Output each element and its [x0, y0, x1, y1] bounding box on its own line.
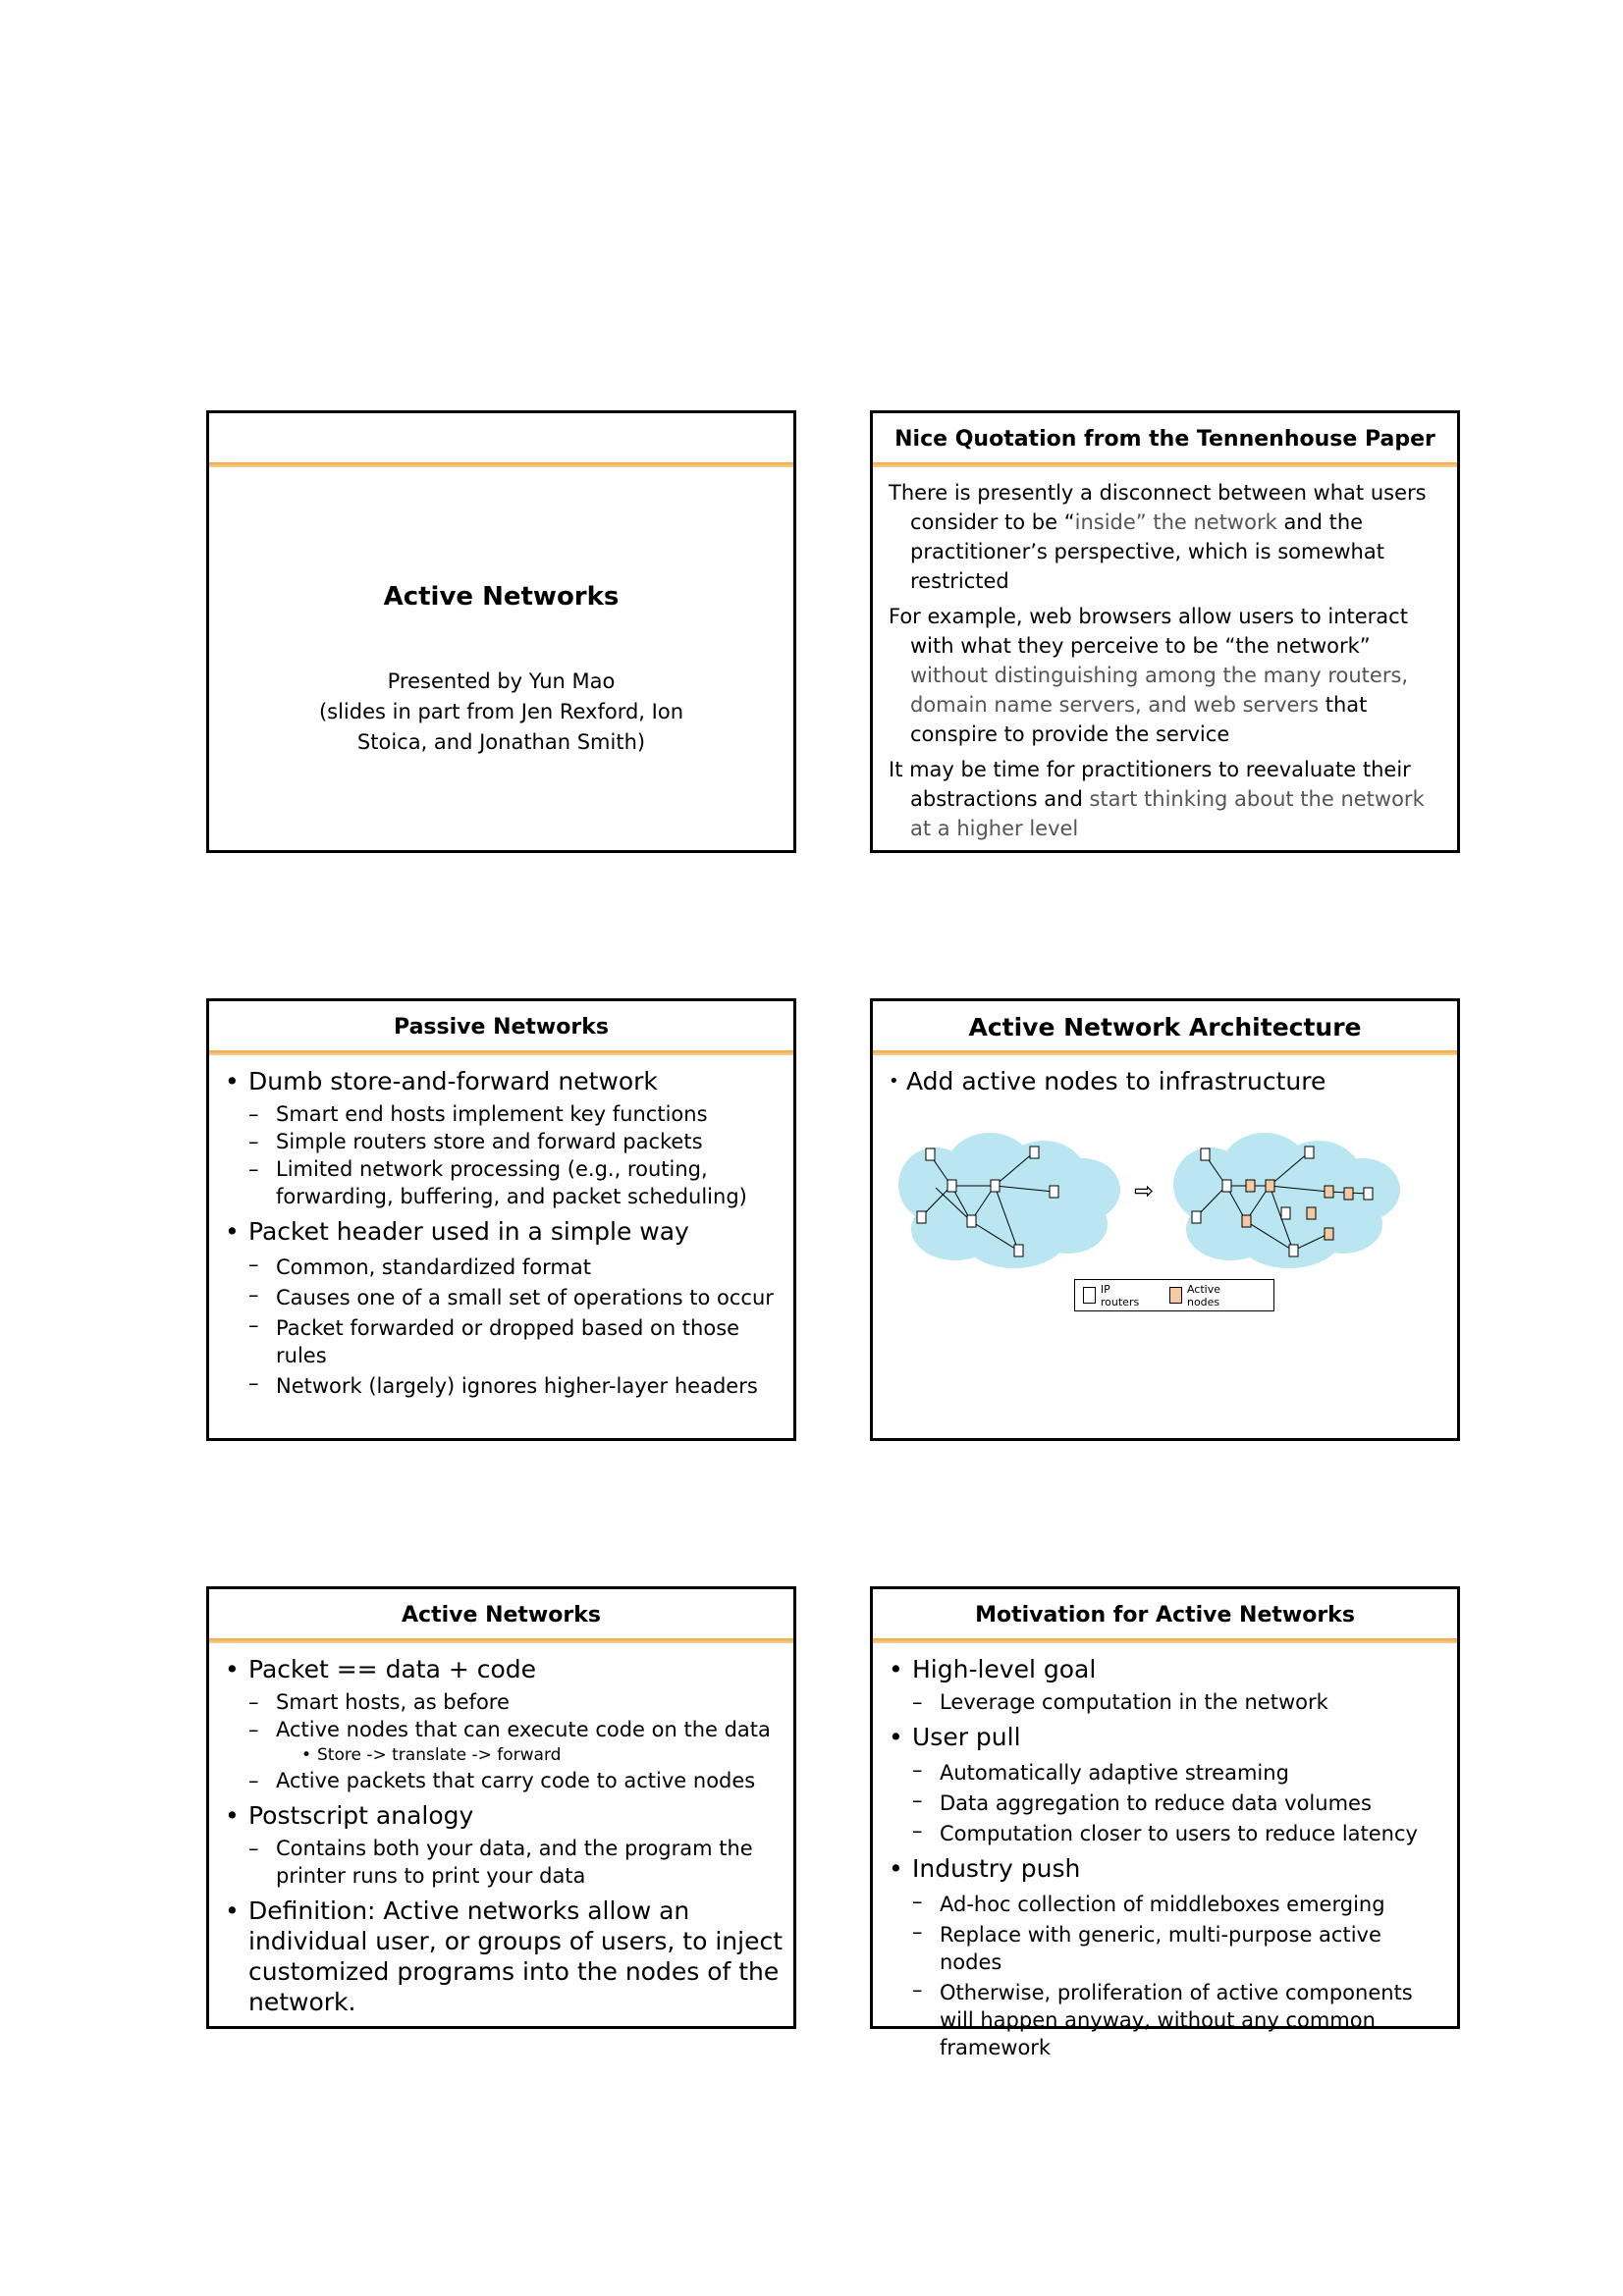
sub-bullet-item: [248, 1688, 784, 1716]
sub-bullet-text: Smart hosts, as before: [276, 1690, 510, 1714]
bullet-text: User pull: [912, 1723, 1021, 1751]
dash-icon: –: [912, 1690, 923, 1714]
quote-text: There is presently a disconnect between what users consider to be “: [889, 481, 1427, 534]
dash-icon: –: [912, 1789, 923, 1812]
slide-title: [206, 410, 796, 853]
slide-passive-networks: [206, 998, 796, 1441]
legend-label: IP routers: [1100, 1282, 1140, 1308]
sub-bullet-text: Smart end hosts implement key functions: [276, 1102, 708, 1126]
dash-icon: –: [912, 1819, 923, 1842]
sub-bullet-item: [248, 1281, 784, 1311]
bullet-text: Definition: Active networks allow an individual user, or groups of users, to inject customized programs into the nodes of the network.: [248, 1896, 783, 2016]
dash-icon: –: [248, 1837, 259, 1860]
slide-title-text: Active Networks: [383, 582, 620, 612]
sub-bullet-text: Computation closer to users to reduce latency: [940, 1822, 1418, 1845]
sub-bullet-item: [912, 1918, 1447, 1976]
sub-bullet-text: Leverage computation in the network: [940, 1690, 1328, 1714]
slide-quotation: [870, 410, 1460, 853]
sub-bullet-item: [248, 1155, 784, 1210]
header-rule: [209, 462, 793, 467]
sub-bullet-item: [248, 1369, 784, 1400]
dash-icon: –: [248, 1283, 259, 1307]
sub-bullet-item: [912, 1787, 1447, 1817]
sub-bullet-text: Contains both your data, and the program the printer runs to print your data: [276, 1837, 753, 1888]
legend-active-nodes: [1169, 1283, 1256, 1308]
slide-content: [887, 1654, 1447, 2061]
slide-heading: Active Networks: [402, 1602, 601, 1628]
bullet-icon: •: [225, 1655, 240, 1683]
sub-bullet-item: [912, 1756, 1447, 1787]
quote-text: For example, web browsers allow users to interact with what they perceive to be “the network”: [889, 605, 1408, 658]
header-rule: [873, 462, 1457, 467]
slide-content: [223, 1066, 784, 1400]
quote-emphasis: without distinguishing among the many routers, domain name servers, and web servers: [910, 664, 1409, 717]
sub-bullet-item: [248, 1128, 784, 1155]
sub-bullet-text: Simple routers store and forward packets: [276, 1130, 703, 1153]
bullet-item: [887, 1853, 1447, 1884]
bullet-item: [887, 1722, 1447, 1752]
slide-active-architecture: [870, 998, 1460, 1441]
bullet-icon: •: [301, 1745, 312, 1765]
legend-ip-routers: [1083, 1283, 1152, 1308]
sub-bullet-text: Active nodes that can execute code on the data: [276, 1718, 771, 1741]
sub-sub-bullet-text: Store -> translate -> forward: [317, 1745, 562, 1765]
bullet-text: Industry push: [912, 1854, 1081, 1883]
dash-icon: –: [248, 1130, 259, 1153]
bullet-item: [223, 1800, 784, 1831]
dash-icon: –: [248, 1718, 259, 1741]
dash-icon: –: [248, 1313, 259, 1337]
slide-content: [223, 1654, 784, 2021]
bullet-icon: •: [889, 1854, 903, 1883]
bullet-item: [887, 1066, 1447, 1096]
sub-bullet-item: [912, 1817, 1447, 1847]
dash-icon: –: [248, 1102, 259, 1126]
sub-bullet-item: [248, 1311, 784, 1369]
dash-icon: –: [912, 1920, 923, 1944]
bullet-text: High-level goal: [912, 1655, 1097, 1683]
bullet-text: Add active nodes to infrastructure: [906, 1067, 1326, 1095]
sub-bullet-item: [912, 1976, 1447, 2061]
bullet-icon: •: [225, 1067, 240, 1095]
dash-icon: –: [248, 1253, 259, 1276]
sub-bullet-item: [912, 1888, 1447, 1918]
sub-bullet-text: Otherwise, proliferation of active components will happen anyway, without any common framework: [940, 1981, 1413, 2059]
sub-bullet-text: Automatically adaptive streaming: [940, 1761, 1289, 1785]
sub-bullet-text: Data aggregation to reduce data volumes: [940, 1791, 1372, 1815]
bullet-text: Packet header used in a simple way: [248, 1217, 689, 1246]
active-node-swatch: [1169, 1287, 1182, 1304]
slide-content: [887, 1066, 1447, 1100]
bullet-text: Packet == data + code: [248, 1655, 537, 1683]
bullet-item: [223, 1216, 784, 1247]
dash-icon: –: [912, 1890, 923, 1913]
quote-paragraph: [889, 755, 1449, 843]
quote-emphasis: inside” the network: [1074, 510, 1277, 534]
header-rule: [209, 1050, 793, 1055]
bullet-text: Dumb store-and-forward network: [248, 1067, 658, 1095]
bullet-text: Postscript analogy: [248, 1801, 474, 1830]
dash-icon: –: [248, 1690, 259, 1714]
arrow-icon: ⇨: [1134, 1177, 1155, 1204]
dash-icon: –: [248, 1157, 259, 1181]
bullet-icon: •: [225, 1896, 240, 1925]
quote-paragraph: [889, 602, 1449, 749]
legend-label: Active nodes: [1186, 1282, 1220, 1308]
sub-bullet-text: Ad-hoc collection of middleboxes emerging: [940, 1893, 1385, 1916]
quote-paragraph: [889, 478, 1449, 596]
bullet-item: [223, 1896, 784, 2017]
ip-router-swatch: [1083, 1287, 1096, 1304]
sub-bullet-item: [912, 1688, 1447, 1716]
dash-icon: –: [248, 1371, 259, 1395]
quote-body: [889, 478, 1449, 849]
sub-bullet-item: [248, 1716, 784, 1743]
dash-icon: –: [912, 1978, 923, 2002]
bullet-item: [887, 1654, 1447, 1684]
sub-sub-bullet-item: [299, 1743, 784, 1767]
sub-bullet-text: Common, standardized format: [276, 1255, 591, 1279]
quote-text: that conspire to provide the service: [910, 693, 1368, 746]
header-rule: [873, 1638, 1457, 1643]
dash-icon: –: [912, 1758, 923, 1782]
bullet-icon: •: [889, 1071, 899, 1092]
quote-text: and the practitioner’s perspective, which is somewhat restricted: [910, 510, 1384, 593]
quote-text: It may be time for practitioners to reevaluate their abstractions and: [889, 758, 1411, 811]
header-rule: [873, 1050, 1457, 1055]
sub-bullet-item: [248, 1251, 784, 1281]
bullet-item: [223, 1066, 784, 1096]
sub-bullet-text: Causes one of a small set of operations to occur: [276, 1286, 774, 1309]
slide-heading: Motivation for Active Networks: [975, 1602, 1355, 1628]
sub-bullet-item: [248, 1100, 784, 1128]
dash-icon: –: [248, 1769, 259, 1792]
bullet-icon: •: [225, 1217, 240, 1246]
quote-emphasis: start thinking about the network at a higher level: [910, 787, 1425, 840]
slide-heading: Active Network Architecture: [968, 1012, 1362, 1041]
diagram-legend: [1074, 1279, 1274, 1311]
presenter: Presented by Yun Mao: [387, 669, 616, 693]
slide-motivation: [870, 1586, 1460, 2059]
slide-active-networks: [206, 1586, 796, 2029]
sub-bullet-item: [248, 1767, 784, 1794]
sub-bullet-text: Limited network processing (e.g., routing, forwarding, buffering, and packet scheduling): [276, 1157, 747, 1208]
bullet-icon: •: [889, 1723, 903, 1751]
sub-bullet-item: [248, 1835, 784, 1890]
bullet-icon: •: [889, 1655, 903, 1683]
bullet-icon: •: [225, 1801, 240, 1830]
credits-line-1: (slides in part from Jen Rexford, Ion: [318, 700, 684, 723]
sub-bullet-text: Network (largely) ignores higher-layer headers: [276, 1374, 758, 1398]
bullet-item: [223, 1654, 784, 1684]
presenter-block: [209, 667, 793, 758]
credits-line-2: Stoica, and Jonathan Smith): [356, 730, 646, 754]
sub-bullet-text: Active packets that carry code to active nodes: [276, 1769, 756, 1792]
header-rule: [209, 1638, 793, 1643]
sub-bullet-text: Replace with generic, multi-purpose active nodes: [940, 1923, 1381, 1974]
slide-heading: Passive Networks: [394, 1014, 609, 1040]
sub-bullet-text: Packet forwarded or dropped based on those rules: [276, 1316, 740, 1367]
slide-heading: Nice Quotation from the Tennenhouse Paper: [894, 426, 1435, 452]
